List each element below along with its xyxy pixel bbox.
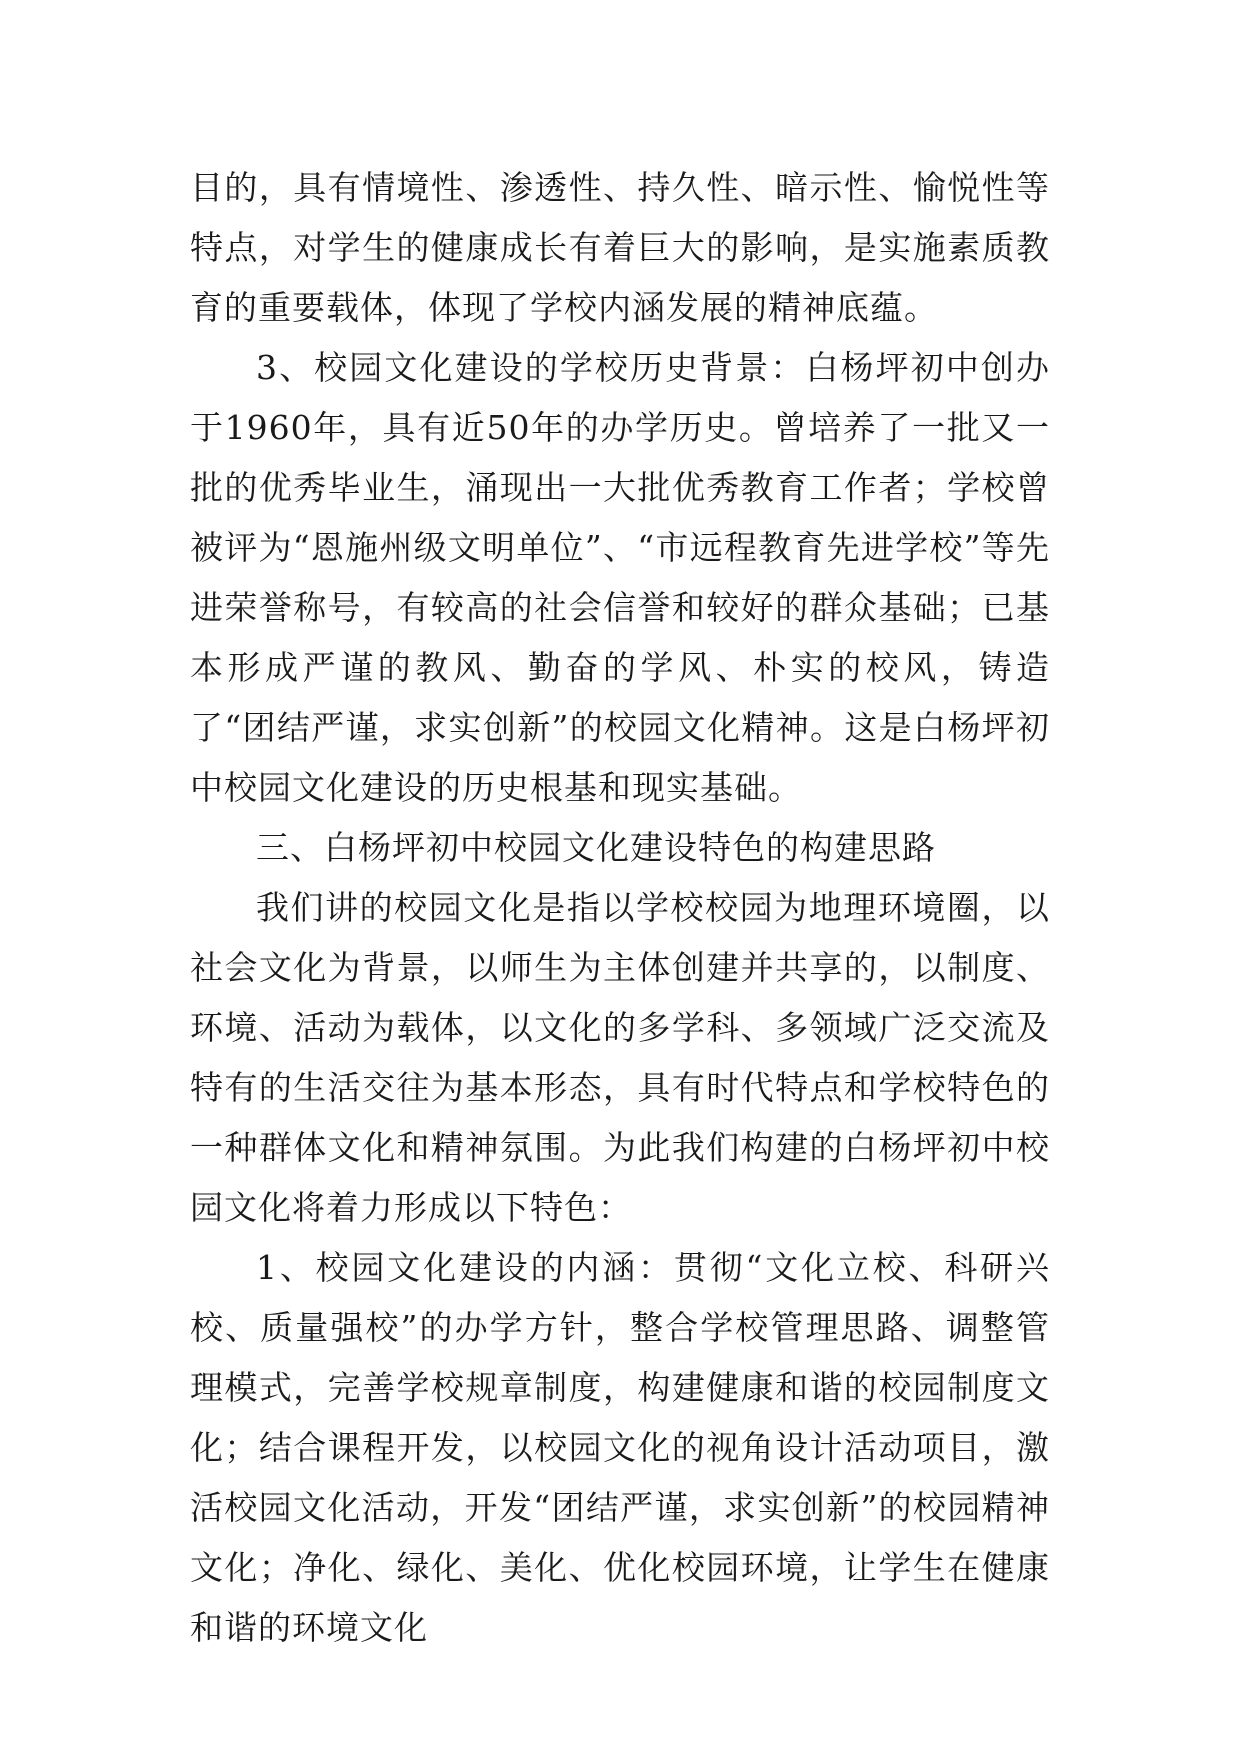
paragraph-1: 目的，具有情境性、渗透性、持久性、暗示性、愉悦性等特点，对学生的健康成长有着巨大的影响，是实施素质教育的重要载体，体现了学校内涵发展的精神底蕴。 [190,168,1050,327]
section-heading: 三、白杨坪初中校园文化建设特色的构建思路 [256,828,936,867]
paragraph-2: 3、校园文化建设的学校历史背景：白杨坪初中创办于1960年，具有近50年的办学历史。曾培养了一批又一批的优秀毕业生，涌现出一大批优秀教育工作者；学校曾被评为“恩施州级文明单位”、“市远程教育先进学校”等先进荣誉称号，有较高的社会信誉和较好的群众基础；已基本形成严谨的教风、勤奋的学风、朴实的校风，铸造了“团结严谨，求实创新”的校园文化精神。这是白杨坪初中校园文化建设的历史根基和现实基础。 [190,348,1050,807]
paragraph-3: 我们讲的校园文化是指以学校校园为地理环境圈，以社会文化为背景，以师生为主体创建并共享的，以制度、环境、活动为载体，以文化的多学科、多领域广泛交流及特有的生活交往为基本形态，具有时代特点和学校特色的一种群体文化和精神氛围。为此我们构建的白杨坪初中校园文化将着力形成以下特色： [190,888,1050,1227]
document-body [190,158,1050,1658]
paragraph-4: 1、校园文化建设的内涵：贯彻“文化立校、科研兴校、质量强校”的办学方针，整合学校管理思路、调整管理模式，完善学校规章制度，构建健康和谐的校园制度文化；结合课程开发，以校园文化的视角设计活动项目，激活校园文化活动，开发“团结严谨，求实创新”的校园精神文化；净化、绿化、美化、优化校园环境，让学生在健康和谐的环境文化 [190,1248,1050,1647]
